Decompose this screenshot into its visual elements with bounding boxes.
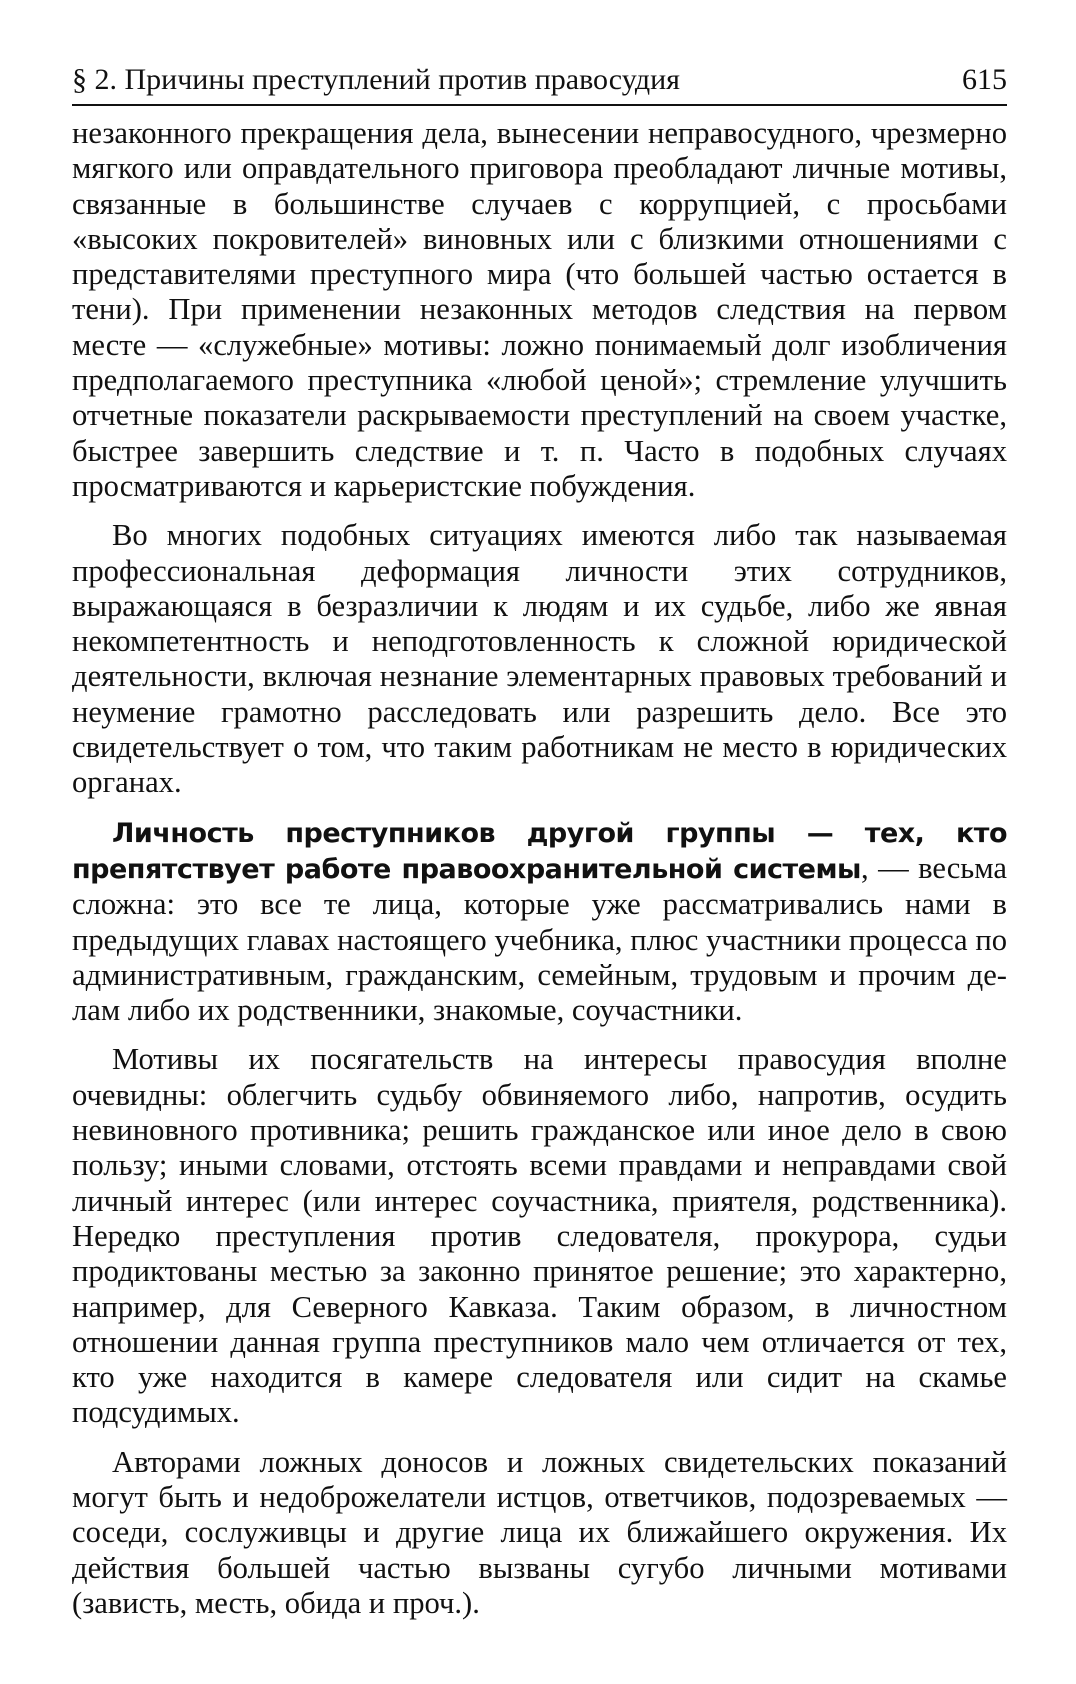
book-page [72, 62, 1007, 1621]
body-text [72, 116, 1007, 1621]
paragraph-3-rest: , — весьма сложна: это все те лица, которые уже рассматривались нами в предыдущих главах настоящего учебника, плюс участники процесса по административным, гражданским, семейным, трудовым и прочим делам либо их родственники, знакомые, соучастники. [72, 850, 1007, 1028]
paragraph-1: незаконного прекращения дела, вынесении неправосудного, чрезмерно мягкого или оправдательного приговора преобладают личные мотивы, связанные в большинстве случаев с коррупцией, с просьбами «высоких покровителей» виновных или с близкими отношениями с представителями преступного мира (что большей частью остается в тени). При применении незаконных методов следствия на первом месте — «служебные» мотивы: ложно понимаемый долг изобличения предполагаемого преступника «любой ценой»; стремление улучшить отчетные показатели раскрываемости преступлений на своем участке, быстрее завершить следствие и т. п. Часто в подобных случаях просматриваются и карьеристские побуждения. [72, 116, 1007, 503]
paragraph-4: Мотивы их посягательств на интересы правосудия вполне очевидны: облегчить судьбу обвиняемого либо, напротив, осудить невиновного противника; решить гражданское или иное дело в свою пользу; иными словами, отстоять всеми правдами и неправдами свой личный интерес (или интерес соучастника, приятеля, родственника). Нередко преступления против следователя, прокурора, судьи продиктованы местью за законно принятое решение; это характерно, например, для Северного Кавказа. Таким образом, в личностном отношении данная группа преступников мало чем отличается от тех, кто уже находится в камере следователя или сидит на скамье подсудимых. [72, 1042, 1007, 1430]
page-number: 615 [962, 63, 1007, 96]
paragraph-5: Авторами ложных доносов и ложных свидетельских показаний могут быть и недоброжелатели истцов, ответчиков, подозреваемых — соседи, сослуживцы и другие лица их ближайшего окружения. Их действия большей частью вызваны сугубо личными мотивами (зависть, месть, обида и проч.). [72, 1444, 1007, 1620]
paragraph-2: Во многих подобных ситуациях имеются либо так называемая профессиональная деформация личности этих сотрудников, выражающаяся в безразличии к людям и их судьбе, либо же явная некомпетентность и неподготовленность к сложной юридической деятельности, включая незнание элементарных правовых требований и неумение грамотно расследовать или разрешить дело. Все это свидетельствует о том, что таким работникам не место в юридических органах. [72, 518, 1007, 800]
running-header [72, 62, 1007, 106]
section-title: § 2. Причины преступлений против правосудия [72, 63, 680, 96]
paragraph-3 [72, 815, 1007, 1029]
paragraph-3-bold-lead: Личность преступников другой группы — тех, кто препятствует работе правоохранительной системы [72, 817, 1007, 885]
